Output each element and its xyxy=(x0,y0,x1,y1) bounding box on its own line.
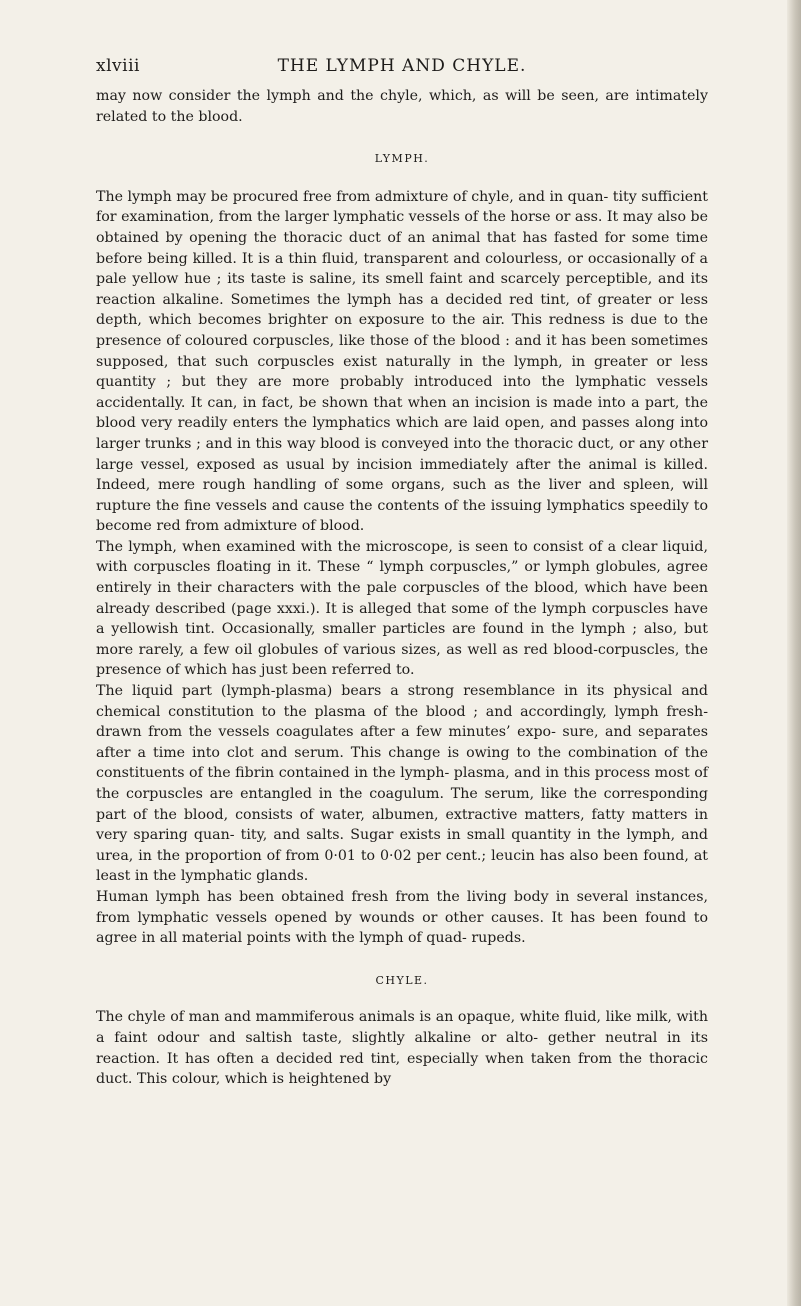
page-edge xyxy=(787,0,801,1306)
page-number: xlviii xyxy=(96,56,140,76)
lymph-paragraph-4: Human lymph has been obtained fresh from the living body in several instances, from lymphatic vessels opened by wounds or other causes. It has been found to agree in all material points with the lymph of quad- rupeds. xyxy=(96,888,708,947)
body-text xyxy=(96,86,708,1090)
chyle-paragraph-1: The chyle of man and mammiferous animals is an opaque, white fluid, like milk, with a faint odour and saltish taste, slightly alkaline or alto- gether neutral in its reaction. It has often a decided red tint, especially when taken from the thoracic duct. This colour, which is heightened by xyxy=(96,1009,708,1088)
lymph-paragraph-1: The lymph may be procured free from admixture of chyle, and in quan- tity sufficient for examination, from the larger lymphatic vessels of the horse or ass. It may also be obtained by opening the thoracic duct of an animal that has fasted for some time before being killed. It is a thin fluid, transparent and colourless, or occasionally of a pale yellow hue ; its taste is saline, its smell faint and scarcely perceptible, and its reaction alkaline. Sometimes the lymph has a decided red tint, of greater or less depth, which becomes brighter on exposure to the air. This redness is due to the presence of coloured corpuscles, like those of the blood : and it has been sometimes supposed, that such corpuscles exist naturally in the lymph, in greater or less quantity ; but they are more probably introduced into the lymphatic vessels accidentally. It can, in fact, be shown that when an incision is made into a part, the blood very readily enters the lymphatics which are laid open, and passes along into larger trunks ; and in this way blood is conveyed into the thoracic duct, or any other large vessel, exposed as usual by incision immediately after the animal is killed. Indeed, mere rough handling of some organs, such as the liver and spleen, will rupture the fine vessels and cause the contents of the issuing lymphatics speedily to become red from admixture of blood. xyxy=(96,188,708,535)
intro-paragraph: may now consider the lymph and the chyle, which, as will be seen, are intimately related to the blood. xyxy=(96,88,708,125)
lymph-paragraph-2: The lymph, when examined with the microscope, is seen to consist of a clear liquid, with corpuscles floating in it. These “ lymph corpuscles,” or lymph globules, agree entirely in their characters with the pale corpuscles of the blood, which have been already described (page xxxi.). It is alleged that some of the lymph corpuscles have a yellowish tint. Occasionally, smaller particles are found in the lymph ; also, but more rarely, a few oil globules of various sizes, as well as red blood-corpuscles, the presence of which has just been referred to. xyxy=(96,538,708,679)
lymph-paragraph-3: The liquid part (lymph-plasma) bears a strong resemblance in its physical and chemical constitution to the plasma of the blood ; and accordingly, lymph fresh-drawn from the vessels coagulates after a few minutes’ expo- sure, and separates after a time into clot and serum. This change is owing to the combination of the constituents of the fibrin contained in the lymph- plasma, and in this process most of the corpuscles are entangled in the coagulum. The serum, like the corresponding part of the blood, consists of water, albumen, extractive matters, fatty matters in very sparing quan- tity, and salts. Sugar exists in small quantity in the lymph, and urea, in the proportion of from 0·01 to 0·02 per cent.; leucin has also been found, at least in the lymphatic glands. xyxy=(96,683,708,885)
section-heading-lymph: LYMPH. xyxy=(374,152,430,166)
section-heading-chyle: CHYLE. xyxy=(375,973,429,987)
running-title: THE LYMPH AND CHYLE. xyxy=(277,56,527,76)
running-head xyxy=(96,56,708,78)
